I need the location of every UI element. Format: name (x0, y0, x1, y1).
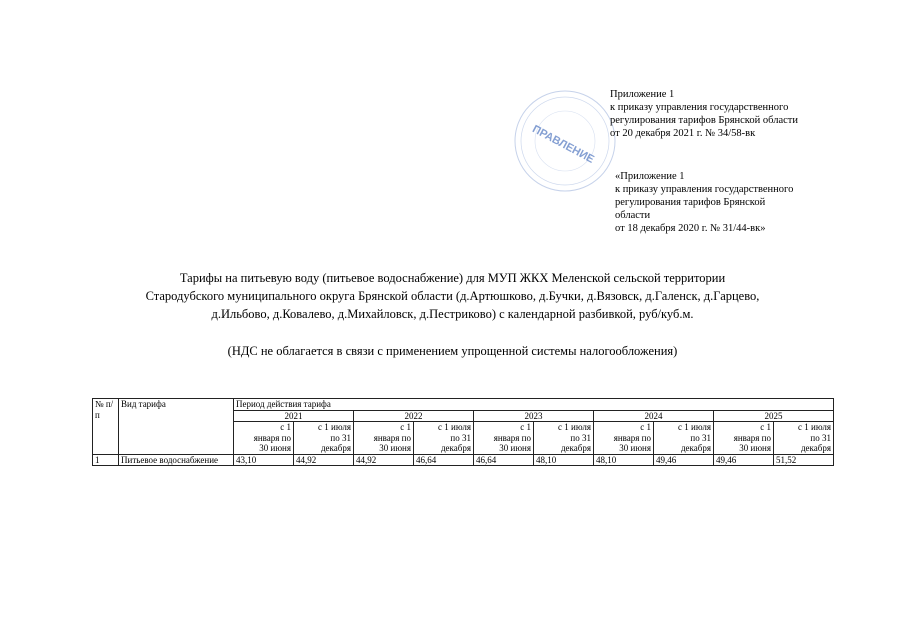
year-cell: 2025 (714, 410, 834, 422)
tariff-value: 44,92 (354, 454, 414, 466)
appendix-line: от 18 декабря 2020 г. № 31/44-вк» (615, 223, 766, 234)
appendix-current (610, 88, 798, 140)
tariff-value: 49,46 (714, 454, 774, 466)
appendix-line: к приказу управления государственного (610, 102, 789, 113)
stamp-text: ПРАВЛЕНИЕ (530, 123, 597, 166)
header-period: Период действия тарифа (234, 399, 834, 411)
half-first-cell: с 1 января по 30 июня (714, 422, 774, 455)
appendix-line: к приказу управления государственного (615, 184, 794, 195)
official-stamp (512, 88, 618, 194)
tariff-table (92, 398, 834, 466)
appendix-line: Приложение 1 (610, 89, 675, 100)
header-number: № п/п (93, 399, 119, 455)
half-first-cell: с 1 января по 30 июня (594, 422, 654, 455)
header-type: Вид тарифа (119, 399, 234, 455)
title-line: д.Ильбово, д.Ковалево, д.Михайловск, д.Пестриково) с календарной разбивкой, руб/куб.м. (211, 307, 694, 321)
appendix-line: регулирования тарифов Брянской (615, 197, 766, 208)
year-cell: 2024 (594, 410, 714, 422)
appendix-line: регулирования тарифов Брянской области (610, 115, 798, 126)
half-second-cell: с 1 июля по 31 декабря (654, 422, 714, 455)
tariff-value: 49,46 (654, 454, 714, 466)
tariff-value: 46,64 (414, 454, 474, 466)
half-second-cell: с 1 июля по 31 декабря (294, 422, 354, 455)
year-cell: 2023 (474, 410, 594, 422)
title-line: Тарифы на питьевую воду (питьевое водоснабжение) для МУП ЖКХ Меленской сельской территории (179, 271, 726, 285)
row-number: 1 (93, 454, 119, 466)
tariff-value: 46,64 (474, 454, 534, 466)
half-first-cell: с 1 января по 30 июня (474, 422, 534, 455)
appendix-line: от 20 декабря 2021 г. № 34/58-вк (610, 128, 756, 139)
tariff-value: 44,92 (294, 454, 354, 466)
year-cell: 2021 (234, 410, 354, 422)
tariff-value: 43,10 (234, 454, 294, 466)
half-first-cell: с 1 января по 30 июня (354, 422, 414, 455)
appendix-line: «Приложение 1 (615, 171, 685, 182)
table-row (93, 454, 834, 466)
tariff-value: 48,10 (534, 454, 594, 466)
half-first-cell: с 1 января по 30 июня (234, 422, 294, 455)
vat-note: (НДС не облагается в связи с применением упрощенной системы налогообложения) (227, 344, 678, 358)
tariff-value: 48,10 (594, 454, 654, 466)
appendix-line: области (615, 210, 651, 221)
row-type: Питьевое водоснабжение (119, 454, 234, 466)
half-second-cell: с 1 июля по 31 декабря (414, 422, 474, 455)
table-header-row (93, 399, 834, 411)
appendix-previous (615, 170, 815, 235)
year-cell: 2022 (354, 410, 474, 422)
tariff-value: 51,52 (774, 454, 834, 466)
title-line: Стародубского муниципального округа Брянской области (д.Артюшково, д.Бучки, д.Вязовск, д.Галенск, д.Гарцево, (145, 289, 760, 303)
half-second-cell: с 1 июля по 31 декабря (774, 422, 834, 455)
half-second-cell: с 1 июля по 31 декабря (534, 422, 594, 455)
document-title (60, 269, 845, 323)
